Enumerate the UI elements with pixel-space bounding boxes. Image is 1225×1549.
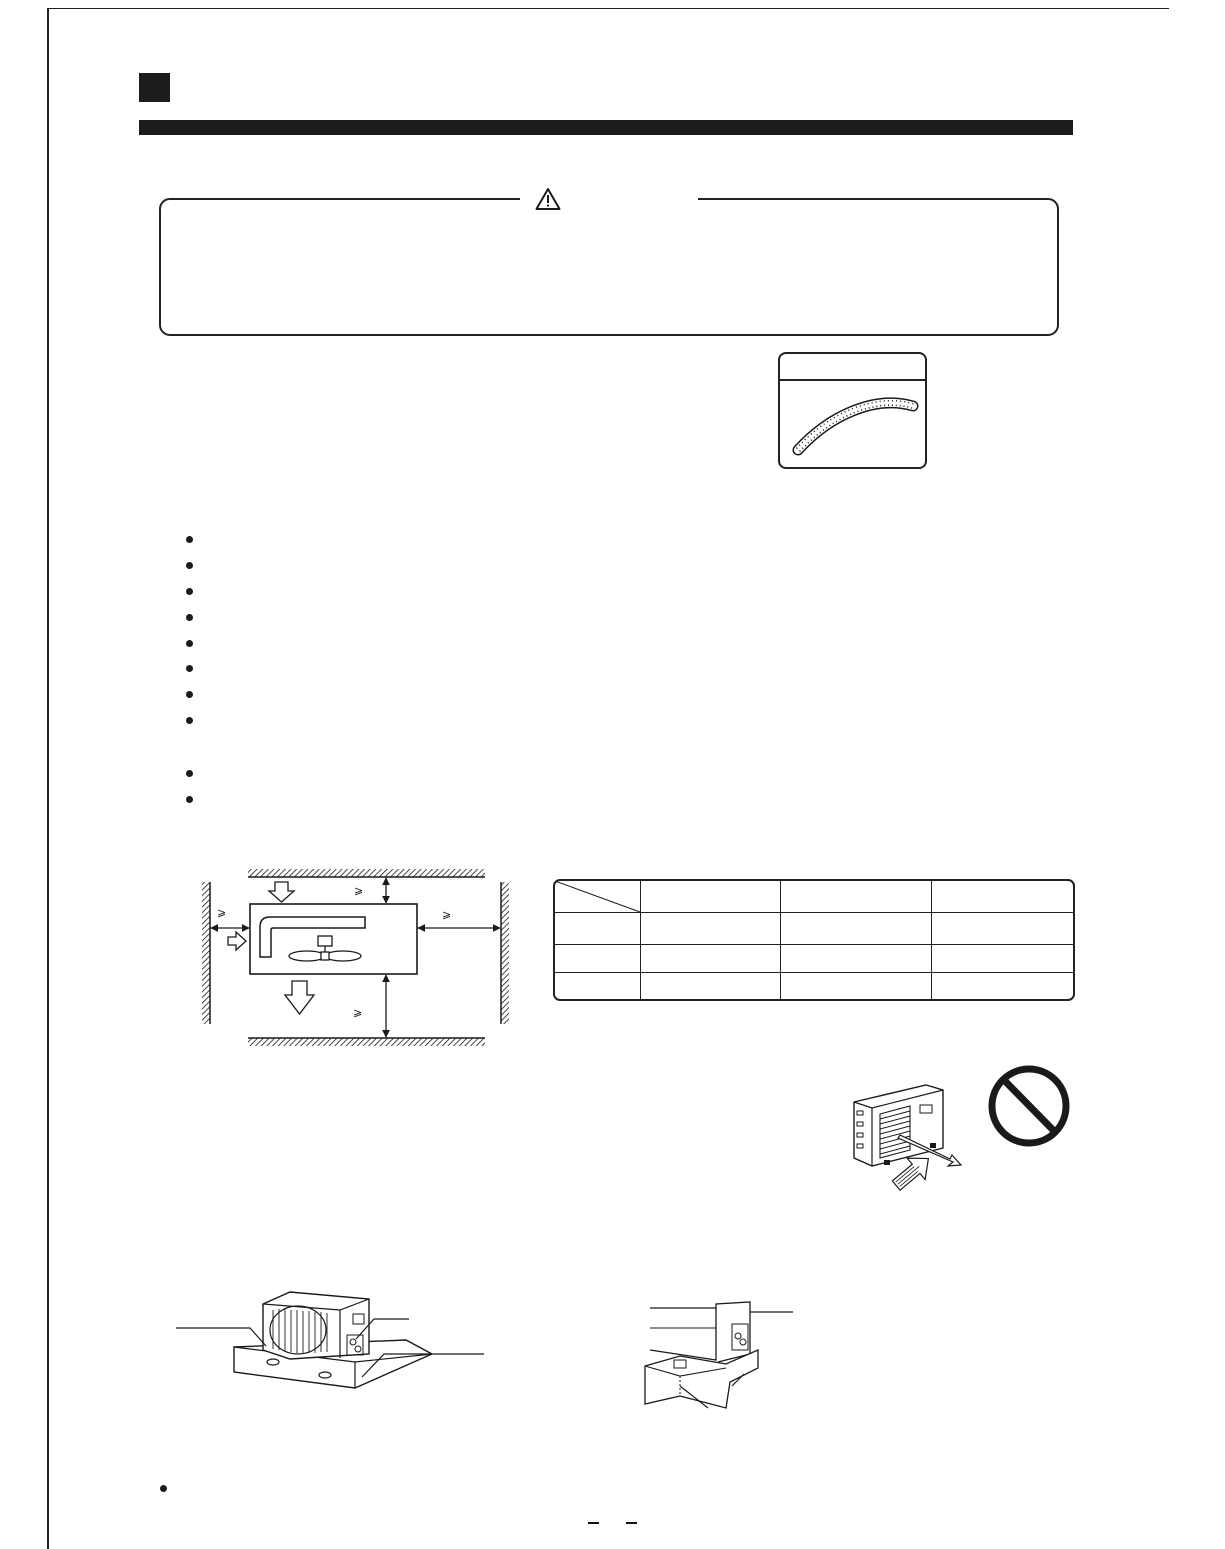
left-wall — [202, 882, 210, 1024]
page-number-dash-left — [588, 1522, 599, 1524]
table-column-rule — [640, 881, 641, 999]
bullet-icon — [186, 691, 193, 698]
table-rule — [555, 972, 1073, 973]
table-rule — [555, 944, 1073, 945]
table-rule — [555, 912, 1073, 913]
warning-text — [161, 200, 1057, 248]
table-column-rule — [780, 881, 781, 999]
bullet-icon — [186, 717, 193, 724]
prohibited-icon — [985, 1062, 1075, 1152]
warning-box — [159, 198, 1059, 336]
outdoor-unit-outline — [250, 904, 417, 974]
section-rule — [139, 120, 1073, 135]
accessory-divider — [780, 379, 925, 381]
bullet-icon — [186, 770, 193, 777]
air-discharge-arrow — [285, 981, 314, 1014]
air-intake-top-arrow — [269, 882, 294, 902]
foundation-detail-illustration — [640, 1296, 810, 1416]
bullet-icon — [160, 1485, 167, 1492]
bullet-icon — [186, 665, 193, 672]
bullet-icon — [186, 536, 193, 543]
bullet-icon — [186, 614, 193, 621]
clearance-diagram — [190, 862, 520, 1052]
air-intake-side-arrow — [228, 932, 246, 950]
left-min-symbol: ⩾ — [217, 906, 227, 919]
table-header-diagonal — [555, 881, 640, 912]
bottom-min-symbol: ⩾ — [353, 1006, 363, 1019]
right-min-symbol: ⩾ — [442, 908, 452, 921]
wind-facing-unit-illustration — [848, 1078, 968, 1203]
right-wall — [501, 882, 509, 1024]
page-border-left — [47, 8, 49, 1549]
section-number-badge — [139, 73, 170, 102]
top-wall — [248, 869, 485, 877]
foundation-installation-illustration — [170, 1280, 490, 1405]
top-min-symbol: ⩾ — [354, 884, 364, 897]
fan-icon — [289, 936, 361, 961]
warning-triangle-icon — [535, 187, 561, 211]
drain-hose-illustration — [790, 390, 920, 460]
page-number-dash-right — [626, 1522, 637, 1524]
bottom-wall — [248, 1038, 485, 1046]
bullet-icon — [186, 640, 193, 647]
bullet-icon — [186, 588, 193, 595]
table-column-rule — [931, 881, 932, 999]
bullet-icon — [186, 562, 193, 569]
bullet-icon — [186, 796, 193, 803]
page-border-top — [47, 8, 1169, 9]
